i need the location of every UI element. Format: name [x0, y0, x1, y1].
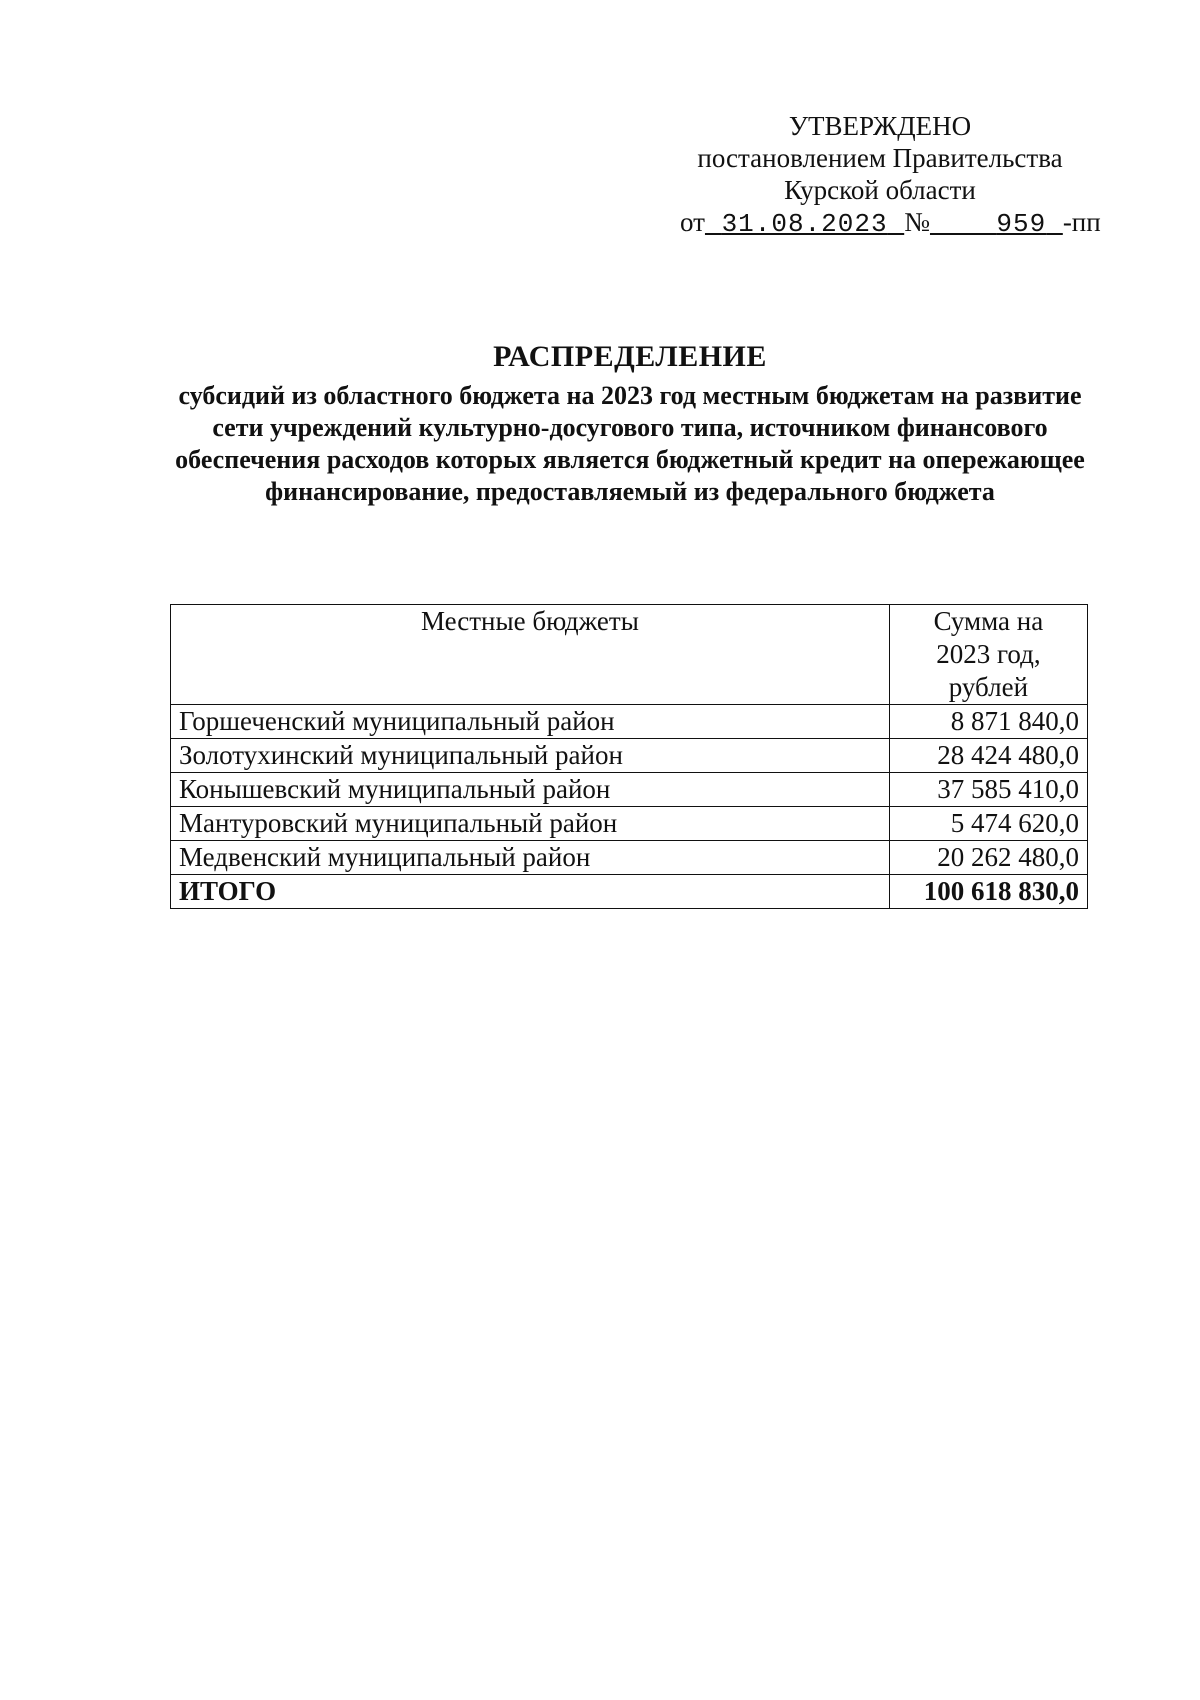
district-name: Конышевский муниципальный район	[171, 773, 890, 807]
table-row	[171, 841, 1088, 875]
table-row	[171, 739, 1088, 773]
decree-date: 31.08.2023	[721, 209, 888, 239]
district-amount: 28 424 480,0	[889, 739, 1087, 773]
approval-authority: постановлением Правительства	[697, 143, 1063, 173]
approval-block	[680, 110, 1101, 240]
table-row	[171, 705, 1088, 739]
district-amount: 37 585 410,0	[889, 773, 1087, 807]
district-amount: 5 474 620,0	[889, 807, 1087, 841]
district-name: Золотухинский муниципальный район	[171, 739, 890, 773]
number-sign: №	[904, 207, 930, 237]
district-name: Мантуровский муниципальный район	[171, 807, 890, 841]
subsidy-distribution-table	[170, 604, 1088, 909]
number-suffix: -пп	[1062, 207, 1101, 237]
document-subtitle: субсидий из областного бюджета на 2023 год местным бюджетам на развитие сети учреждений культурно-досугового типа, источником финансового обеспечения расходов которых является бюджетный кредит на опережающее финансирование, предоставляемый из федерального бюджета	[175, 381, 1085, 506]
district-amount: 8 871 840,0	[889, 705, 1087, 739]
approval-region: Курской области	[784, 175, 976, 205]
date-prefix: от	[680, 207, 705, 237]
total-row	[171, 875, 1088, 909]
document-title: РАСПРЕДЕЛЕНИЕ	[493, 340, 767, 373]
table-row	[171, 807, 1088, 841]
table-row	[171, 773, 1088, 807]
header-amount: Сумма на 2023 год, рублей	[889, 605, 1087, 705]
total-amount: 100 618 830,0	[889, 875, 1087, 909]
district-amount: 20 262 480,0	[889, 841, 1087, 875]
decree-number: 959	[996, 209, 1047, 239]
table-header-row	[171, 605, 1088, 705]
district-name: Горшеченский муниципальный район	[171, 705, 890, 739]
approval-heading: УТВЕРЖДЕНО	[788, 111, 972, 141]
approval-decree-line	[680, 206, 1101, 240]
total-label: ИТОГО	[171, 875, 890, 909]
district-name: Медвенский муниципальный район	[171, 841, 890, 875]
header-local-budgets: Местные бюджеты	[171, 605, 890, 705]
